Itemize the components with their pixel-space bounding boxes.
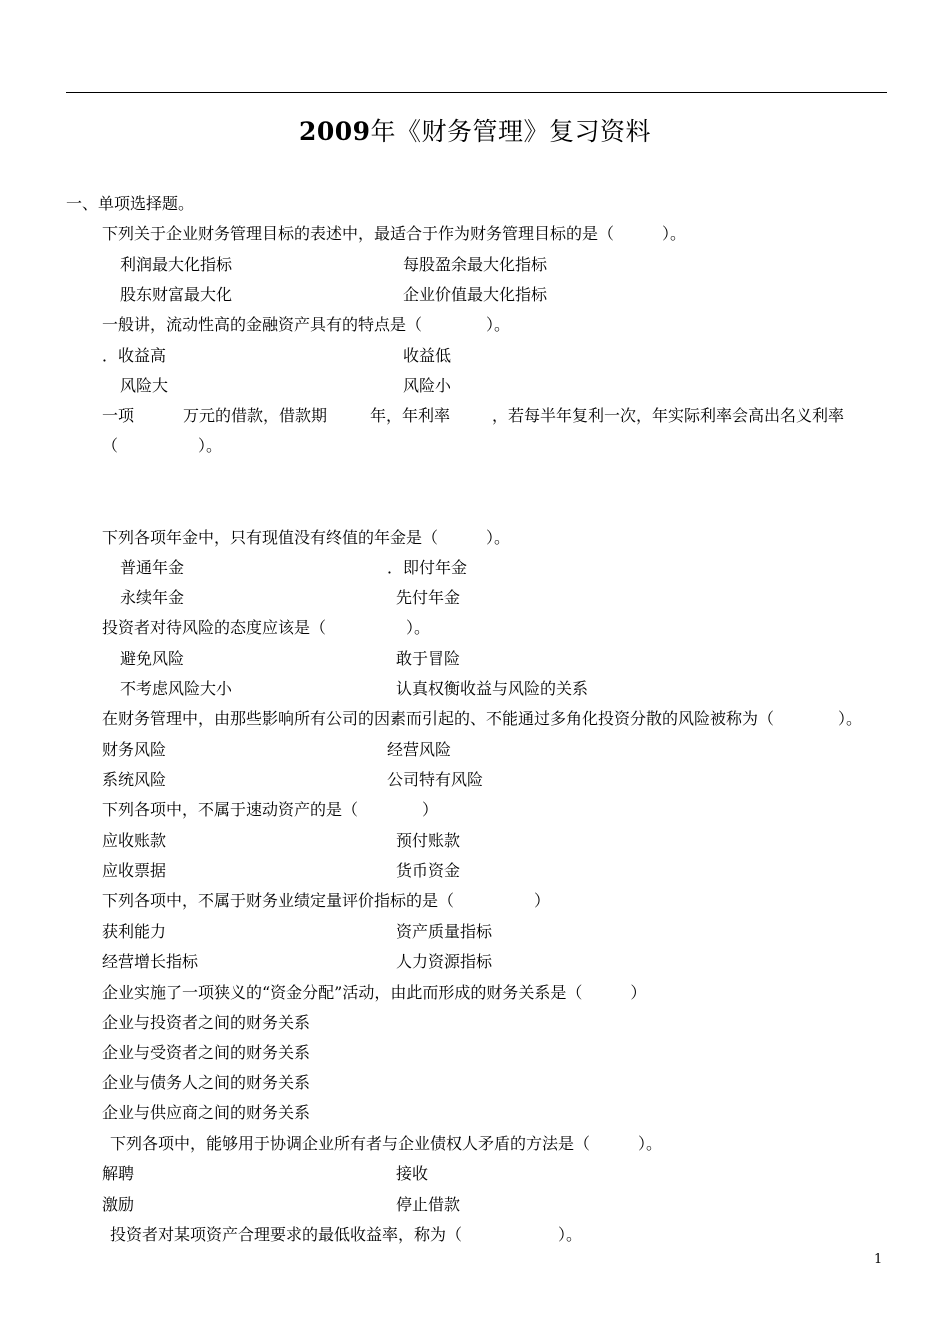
text-line: 经营风险 <box>387 740 452 759</box>
text-line: 利润最大化指标 <box>120 255 233 274</box>
text-line: 普通年金 <box>120 558 185 577</box>
text-line: 接收 <box>396 1164 429 1183</box>
text-line: 避免风险 <box>120 649 185 668</box>
text-line: 投资者对某项资产合理要求的最低收益率，称为（ ）。 <box>110 1225 583 1244</box>
text-line: 一项 <box>102 406 135 425</box>
text-line: 年，年利率 <box>370 406 451 425</box>
text-line: 下列各项中，能够用于协调企业所有者与企业债权人矛盾的方法是（ ）。 <box>110 1134 663 1153</box>
text-line: 资产质量指标 <box>396 922 493 941</box>
text-line: 先付年金 <box>396 588 461 607</box>
text-line: 公司特有风险 <box>387 770 484 789</box>
document-title <box>0 112 950 148</box>
title-text: 年《财务管理》复习资料 <box>370 117 652 146</box>
text-line: 一、单项选择题。 <box>66 194 195 213</box>
text-line: 激励 <box>102 1195 135 1214</box>
text-line: 企业与受资者之间的财务关系 <box>102 1043 311 1062</box>
text-line: 企业价值最大化指标 <box>403 285 548 304</box>
text-line: 系统风险 <box>102 770 167 789</box>
text-line: 应收账款 <box>102 831 167 850</box>
text-line: 风险大 <box>120 376 169 395</box>
text-line: 人力资源指标 <box>396 952 493 971</box>
text-line: 财务风险 <box>102 740 167 759</box>
text-line: 永续年金 <box>120 588 185 607</box>
text-line: 不考虑风险大小 <box>120 679 233 698</box>
text-line: 企业实施了一项狭义的“资金分配”活动，由此而形成的财务关系是（ ） <box>102 983 647 1002</box>
text-line: 万元的借款，借款期 <box>183 406 328 425</box>
text-line: ．收益高 <box>102 346 167 365</box>
text-line: 经营增长指标 <box>102 952 199 971</box>
text-line: ．即付年金 <box>387 558 468 577</box>
text-line: 风险小 <box>403 376 452 395</box>
text-line: 在财务管理中，由那些影响所有公司的因素而引起的、不能通过多角化投资分散的风险被称为（ ）。 <box>102 709 863 728</box>
text-line: 下列各项年金中，只有现值没有终值的年金是（ ）。 <box>102 528 511 547</box>
text-line: 下列各项中，不属于财务业绩定量评价指标的是（ ） <box>102 891 551 910</box>
text-line: 应收票据 <box>102 861 167 880</box>
title-year: 2009 <box>298 117 371 146</box>
text-line: 投资者对待风险的态度应该是（ ）。 <box>102 618 431 637</box>
text-line: 企业与投资者之间的财务关系 <box>102 1013 311 1032</box>
text-line: 获利能力 <box>102 922 167 941</box>
text-line: 停止借款 <box>396 1195 461 1214</box>
top-rule <box>66 92 887 93</box>
text-line: 解聘 <box>102 1164 135 1183</box>
text-line: 企业与债务人之间的财务关系 <box>102 1073 311 1092</box>
text-line: 一般讲，流动性高的金融资产具有的特点是（ ）。 <box>102 315 511 334</box>
text-line: 认真权衡收益与风险的关系 <box>396 679 589 698</box>
text-line: 下列各项中，不属于速动资产的是（ ） <box>102 800 439 819</box>
text-line: （ ）。 <box>102 436 223 455</box>
text-line: 每股盈余最大化指标 <box>403 255 548 274</box>
text-line: 收益低 <box>403 346 452 365</box>
text-line: 企业与供应商之间的财务关系 <box>102 1103 311 1122</box>
text-line: 下列关于企业财务管理目标的表述中，最适合于作为财务管理目标的是（ ）。 <box>102 224 687 243</box>
text-line: 货币资金 <box>396 861 461 880</box>
text-line: 敢于冒险 <box>396 649 461 668</box>
text-line: 股东财富最大化 <box>120 285 233 304</box>
text-line: 预付账款 <box>396 831 461 850</box>
page-number: 1 <box>874 1252 883 1267</box>
text-line: ，若每半年复利一次，年实际利率会高出名义利率 <box>492 406 845 425</box>
